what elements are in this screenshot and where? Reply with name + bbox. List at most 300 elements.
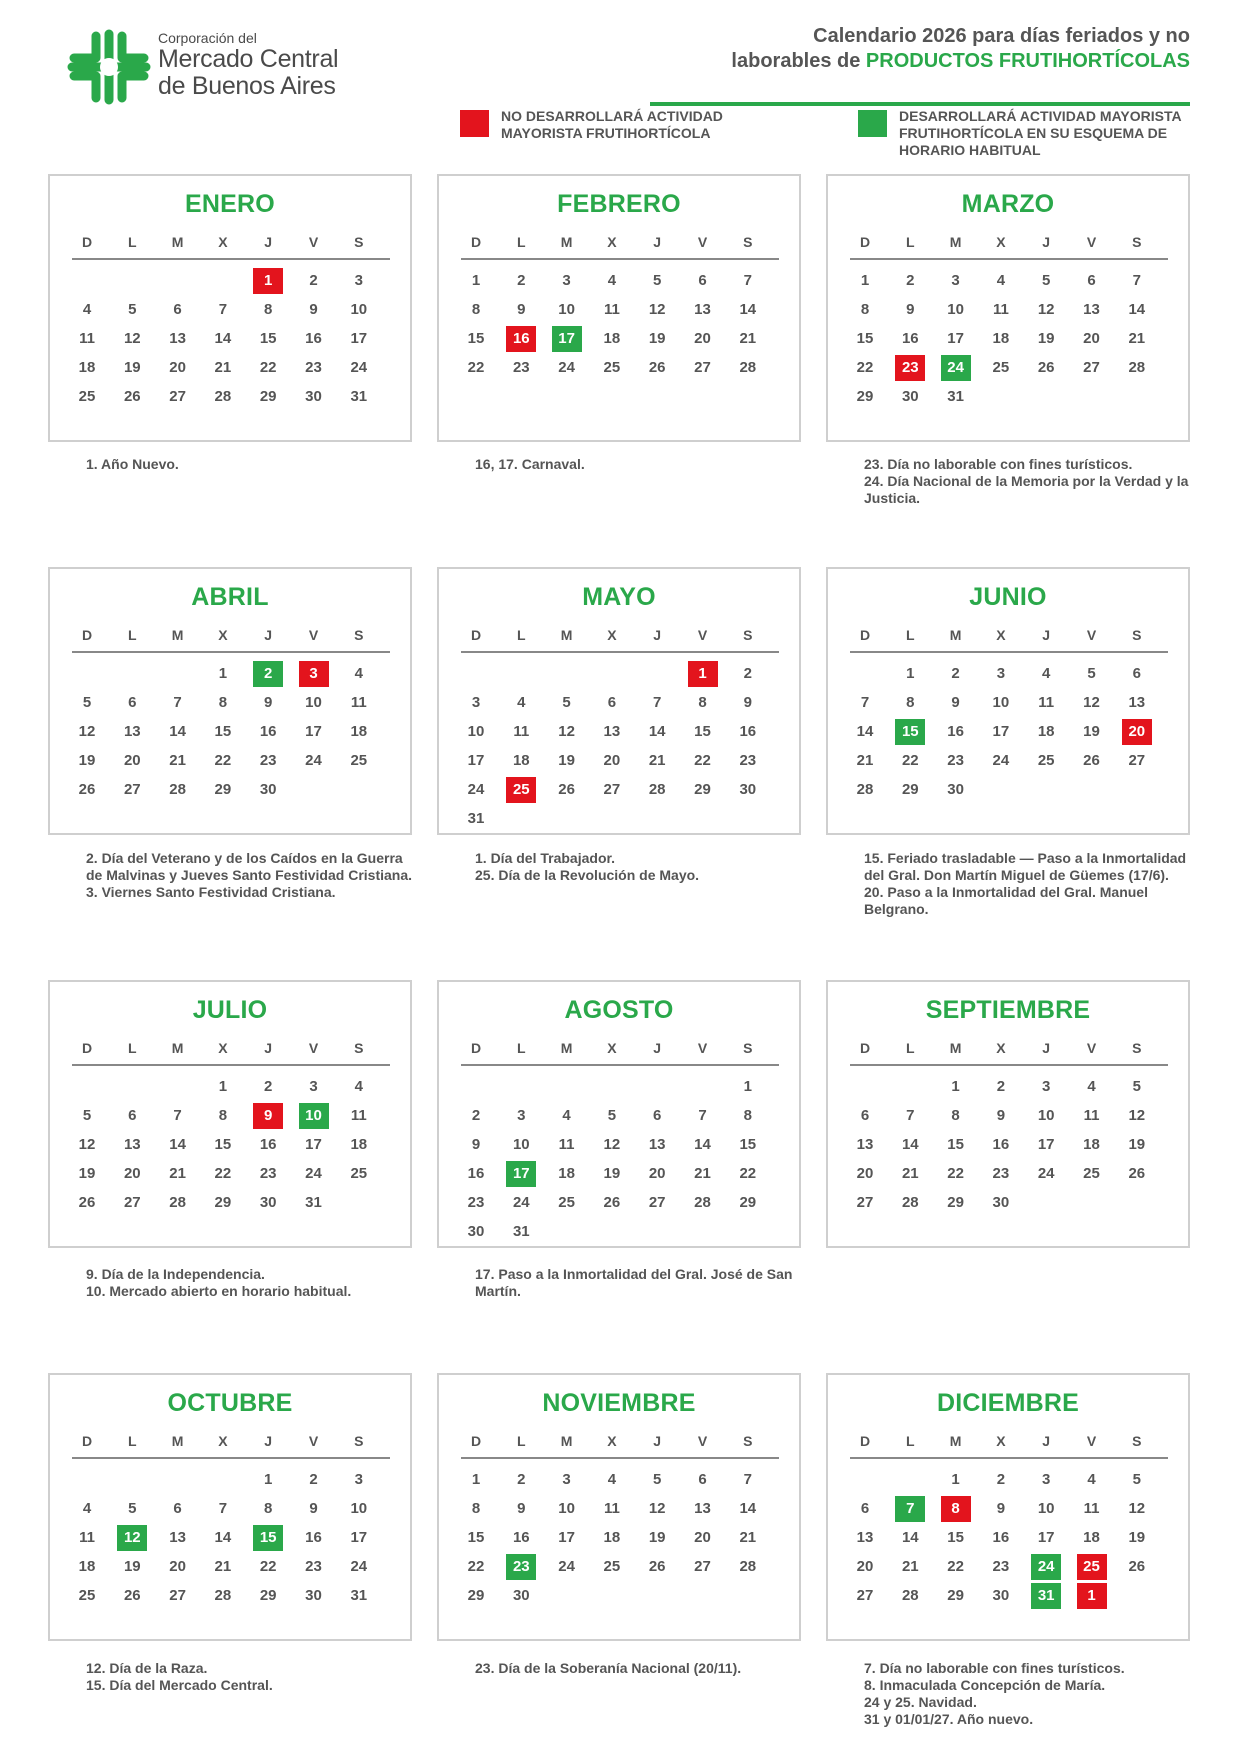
month-notes — [86, 456, 416, 473]
day-cell: 7 — [743, 272, 752, 289]
day-cell: 14 — [739, 1500, 757, 1517]
day-cell: 3 — [996, 665, 1006, 682]
day-cell: 2 — [996, 1078, 1006, 1095]
day-cell: 4 — [1042, 665, 1051, 682]
month-card-abril — [48, 567, 412, 835]
day-cell: 17 — [947, 330, 964, 347]
month-card-mayo — [437, 567, 801, 835]
day-cell: 22 — [259, 1558, 277, 1575]
day-cell: 22 — [947, 1165, 964, 1182]
day-cell: 29 — [901, 781, 919, 798]
weekday-header: X — [607, 627, 617, 643]
day-cell: 31 — [350, 1587, 368, 1604]
day-cell: 17 — [305, 723, 322, 740]
month-name: OCTUBRE — [167, 1389, 293, 1417]
weekday-header: J — [653, 1040, 662, 1056]
day-cell: 8 — [698, 694, 707, 711]
day-cell: 17 — [552, 326, 582, 352]
day-cell: 19 — [78, 752, 96, 769]
organization-name — [158, 30, 338, 100]
day-cell: 23 — [259, 1165, 277, 1182]
day-cell: 9 — [253, 1103, 283, 1129]
day-cell: 12 — [78, 1136, 96, 1153]
day-cell: 16 — [512, 1529, 530, 1546]
day-cell: 21 — [648, 752, 666, 769]
day-cell: 3 — [354, 272, 363, 289]
day-cell: 20 — [856, 1165, 874, 1182]
day-cell: 17 — [1037, 1136, 1055, 1153]
header-rule — [461, 1064, 779, 1066]
day-cell: 7 — [653, 694, 662, 711]
month-name: MARZO — [961, 190, 1055, 218]
day-cell: 8 — [264, 1500, 273, 1517]
weekday-header: X — [607, 1040, 617, 1056]
legend-green-swatch — [858, 110, 887, 137]
weekday-header: J — [264, 1433, 273, 1449]
day-cell: 16 — [259, 723, 277, 740]
weekday-header: J — [653, 234, 662, 250]
day-cell: 2 — [471, 1107, 481, 1124]
day-cell: 2 — [951, 665, 960, 682]
month-card-enero — [48, 174, 412, 442]
day-cell: 19 — [558, 752, 575, 769]
day-cell: 28 — [648, 781, 666, 798]
holiday-note: 23. Día no laborable con fines turísticos. — [864, 456, 1133, 472]
day-cell: 4 — [1087, 1471, 1096, 1488]
weekday-header: J — [264, 1040, 273, 1056]
day-cell: 26 — [648, 359, 666, 376]
day-cell: 9 — [309, 301, 318, 318]
day-cell: 21 — [694, 1165, 711, 1182]
day-cell: 5 — [653, 272, 662, 289]
day-cell: 8 — [951, 1107, 960, 1124]
day-cell: 21 — [856, 752, 874, 769]
day-cell: 27 — [694, 1558, 711, 1575]
day-cell: 4 — [562, 1107, 571, 1124]
month-card-marzo — [826, 174, 1190, 442]
day-cell: 18 — [350, 1136, 368, 1153]
day-cell: 2 — [906, 272, 915, 289]
day-cell: 1 — [471, 1471, 481, 1488]
day-cell: 27 — [856, 1194, 874, 1211]
day-cell: 4 — [996, 272, 1006, 289]
day-cell: 30 — [992, 1587, 1010, 1604]
weekday-header: S — [1132, 234, 1142, 250]
day-cell: 8 — [471, 301, 481, 318]
day-cell: 11 — [603, 1500, 620, 1517]
day-cell: 24 — [941, 355, 971, 381]
day-cell: 8 — [860, 301, 870, 318]
day-cell: 25 — [558, 1194, 575, 1211]
day-cell: 28 — [214, 388, 232, 405]
day-cell: 28 — [901, 1194, 919, 1211]
day-cell: 7 — [1132, 272, 1141, 289]
weekday-header: S — [354, 1433, 364, 1449]
day-cell: 22 — [947, 1558, 964, 1575]
day-cell: 18 — [350, 723, 368, 740]
day-cell: 14 — [739, 301, 757, 318]
weekday-header: S — [354, 1040, 364, 1056]
day-cell: 28 — [856, 781, 874, 798]
holiday-note: 12. Día de la Raza. — [86, 1660, 208, 1676]
weekday-header: V — [697, 1433, 708, 1449]
weekday-header: J — [1042, 234, 1051, 250]
day-cell: 31 — [467, 810, 485, 827]
day-cell: 29 — [856, 388, 874, 405]
weekday-header: S — [1132, 1040, 1142, 1056]
holiday-note: 1. Día del Trabajador. — [475, 850, 616, 866]
day-cell: 22 — [694, 752, 711, 769]
day-cell: 12 — [603, 1136, 621, 1153]
weekday-header: M — [171, 627, 184, 643]
day-cell: 9 — [471, 1136, 481, 1153]
day-cell: 27 — [694, 359, 711, 376]
day-cell: 15 — [214, 1136, 232, 1153]
holiday-note: 24 y 25. Navidad. — [864, 1694, 977, 1710]
weekday-header: L — [517, 1040, 526, 1056]
day-cell: 19 — [1128, 1529, 1146, 1546]
day-cell: 10 — [947, 301, 964, 318]
day-cell: 2 — [996, 1471, 1006, 1488]
legend-red — [460, 108, 760, 142]
day-cell: 5 — [82, 694, 92, 711]
day-cell: 18 — [603, 330, 621, 347]
day-cell: 29 — [694, 781, 711, 798]
day-cell: 6 — [1132, 665, 1141, 682]
day-cell: 27 — [169, 1587, 186, 1604]
header-rule — [461, 1457, 779, 1459]
day-cell: 29 — [947, 1194, 964, 1211]
day-cell: 6 — [1087, 272, 1096, 289]
day-cell: 10 — [350, 301, 368, 318]
holiday-note: 8. Inmaculada Concepción de María. — [864, 1677, 1106, 1693]
org-line-3: de Buenos Aires — [158, 72, 336, 100]
holiday-note: 25. Día de la Revolución de Mayo. — [475, 867, 700, 883]
day-cell: 7 — [218, 1500, 228, 1517]
holiday-note: 15. Feriado trasladable — Paso a la Inmortalidad del Gral. Don Martín Miguel de Güemes (17/6). — [864, 850, 1187, 883]
day-cell: 7 — [173, 694, 182, 711]
weekday-header: M — [949, 1433, 962, 1449]
weekday-header: S — [743, 627, 753, 643]
day-cell: 22 — [856, 359, 874, 376]
day-cell: 30 — [947, 781, 964, 798]
day-cell: 22 — [259, 359, 277, 376]
day-cell: 2 — [264, 1078, 273, 1095]
weekday-header: L — [906, 1040, 915, 1056]
weekday-header: X — [996, 1040, 1006, 1056]
day-cell: 19 — [123, 359, 141, 376]
day-cell: 24 — [1037, 1165, 1055, 1182]
day-cell: 8 — [264, 301, 273, 318]
day-cell: 6 — [173, 301, 182, 318]
day-cell: 18 — [1083, 1136, 1100, 1153]
day-cell: 13 — [123, 1136, 141, 1153]
day-cell: 18 — [78, 1558, 96, 1575]
day-cell: 11 — [350, 694, 367, 711]
day-cell: 2 — [517, 1471, 526, 1488]
day-cell: 16 — [901, 330, 919, 347]
weekday-header: V — [1086, 1040, 1097, 1056]
day-cell: 23 — [992, 1165, 1010, 1182]
day-cell: 13 — [123, 723, 141, 740]
day-cell: 9 — [906, 301, 915, 318]
day-cell: 25 — [1077, 1554, 1107, 1580]
day-cell: 5 — [653, 1471, 662, 1488]
day-cell: 22 — [739, 1165, 757, 1182]
day-cell: 16 — [305, 330, 322, 347]
day-cell: 25 — [506, 777, 536, 803]
month-card-febrero — [437, 174, 801, 442]
weekday-header: M — [949, 627, 962, 643]
weekday-header: X — [218, 1433, 228, 1449]
header-rule — [850, 258, 1168, 260]
day-cell: 28 — [169, 781, 186, 798]
holiday-note: 10. Mercado abierto en horario habitual. — [86, 1283, 352, 1299]
holiday-note: 15. Día del Mercado Central. — [86, 1677, 273, 1693]
day-cell: 31 — [350, 388, 368, 405]
month-notes — [864, 456, 1194, 507]
day-cell: 20 — [603, 752, 621, 769]
weekday-header: D — [81, 1040, 93, 1056]
weekday-header: V — [697, 1040, 708, 1056]
day-cell: 16 — [992, 1136, 1010, 1153]
day-cell: 30 — [512, 1587, 530, 1604]
weekday-header: J — [1042, 1433, 1051, 1449]
day-cell: 28 — [1128, 359, 1146, 376]
day-cell: 1 — [218, 665, 228, 682]
holiday-note: 2. Día del Veterano y de los Caídos en la Guerra de Malvinas y Jueves Santo Festividad Cristiana. — [86, 850, 413, 883]
day-cell: 27 — [1128, 752, 1146, 769]
day-cell: 10 — [350, 1500, 368, 1517]
weekday-header: L — [128, 234, 137, 250]
day-cell: 29 — [259, 388, 277, 405]
day-cell: 4 — [607, 272, 617, 289]
day-cell: 12 — [78, 723, 96, 740]
holiday-note: 16, 17. Carnaval. — [475, 456, 585, 472]
day-cell: 23 — [506, 1554, 536, 1580]
day-cell: 10 — [1037, 1107, 1055, 1124]
weekday-header: M — [560, 1040, 573, 1056]
day-cell: 11 — [1083, 1107, 1100, 1124]
day-cell: 9 — [996, 1107, 1006, 1124]
day-cell: 6 — [653, 1107, 662, 1124]
day-cell: 8 — [743, 1107, 752, 1124]
day-cell: 23 — [512, 359, 530, 376]
day-cell: 3 — [354, 1471, 363, 1488]
weekday-header: V — [308, 627, 319, 643]
title-line-2-prefix: laborables de — [731, 50, 866, 72]
day-cell: 19 — [1128, 1136, 1146, 1153]
day-cell: 1 — [743, 1078, 752, 1095]
day-cell: 12 — [1128, 1107, 1146, 1124]
month-card-junio — [826, 567, 1190, 835]
day-cell: 14 — [1128, 301, 1146, 318]
day-cell: 16 — [739, 723, 757, 740]
month-name: JULIO — [192, 996, 268, 1024]
day-cell: 24 — [305, 752, 322, 769]
day-cell: 25 — [1037, 752, 1055, 769]
day-cell: 24 — [305, 1165, 322, 1182]
day-cell: 30 — [305, 388, 322, 405]
holiday-note: 24. Día Nacional de la Memoria por la Verdad y la Justicia. — [864, 473, 1189, 506]
day-cell: 30 — [305, 1587, 322, 1604]
day-cell: 10 — [305, 694, 322, 711]
day-cell: 3 — [1042, 1078, 1051, 1095]
holiday-note: 17. Paso a la Inmortalidad del Gral. José de San Martín. — [475, 1266, 793, 1299]
holiday-note: 23. Día de la Soberanía Nacional (20/11). — [475, 1660, 742, 1676]
month-notes — [475, 456, 805, 473]
day-cell: 12 — [648, 1500, 666, 1517]
day-cell: 15 — [259, 330, 277, 347]
holiday-note: 31 y 01/01/27. Año nuevo. — [864, 1711, 1034, 1727]
weekday-header: D — [81, 627, 93, 643]
day-cell: 3 — [471, 694, 481, 711]
day-cell: 7 — [906, 1107, 915, 1124]
day-cell: 6 — [698, 1471, 707, 1488]
day-cell: 20 — [648, 1165, 666, 1182]
day-cell: 15 — [947, 1136, 964, 1153]
day-cell: 1 — [951, 1471, 960, 1488]
weekday-header: M — [949, 1040, 962, 1056]
day-cell: 17 — [350, 1529, 368, 1546]
day-cell: 24 — [350, 1558, 368, 1575]
day-cell: 27 — [123, 1194, 141, 1211]
day-cell: 20 — [169, 359, 186, 376]
day-cell: 26 — [123, 388, 141, 405]
day-cell: 4 — [607, 1471, 617, 1488]
day-cell: 16 — [506, 326, 536, 352]
day-cell: 5 — [607, 1107, 617, 1124]
day-cell: 4 — [354, 665, 363, 682]
title-underline — [650, 102, 1190, 106]
day-cell: 29 — [467, 1587, 485, 1604]
day-cell: 13 — [1083, 301, 1100, 318]
day-cell: 27 — [1083, 359, 1100, 376]
day-cell: 29 — [739, 1194, 757, 1211]
day-cell: 25 — [350, 1165, 368, 1182]
day-cell: 19 — [1083, 723, 1100, 740]
day-cell: 10 — [467, 723, 485, 740]
day-cell: 6 — [698, 272, 707, 289]
legend-red-text: NO DESARROLLARÁ ACTIVIDAD MAYORISTA FRUTIHORTÍCOLA — [501, 108, 723, 141]
day-cell: 11 — [1038, 694, 1055, 711]
day-cell: 16 — [467, 1165, 485, 1182]
weekday-header: V — [1086, 234, 1097, 250]
day-cell: 13 — [856, 1529, 874, 1546]
day-cell: 17 — [992, 723, 1010, 740]
day-cell: 21 — [901, 1165, 919, 1182]
day-cell: 13 — [1128, 694, 1146, 711]
legend-green-text: DESARROLLARÁ ACTIVIDAD MAYORISTA FRUTIHORTÍCOLA EN SU ESQUEMA DE HORARIO HABITUAL — [899, 108, 1182, 158]
day-cell: 28 — [694, 1194, 711, 1211]
day-cell: 25 — [350, 752, 368, 769]
day-cell: 20 — [1083, 330, 1100, 347]
weekday-header: S — [743, 234, 753, 250]
next-year-day-cell: 1 — [1077, 1583, 1107, 1609]
day-cell: 13 — [648, 1136, 666, 1153]
weekday-header: L — [906, 234, 915, 250]
weekday-header: M — [171, 1040, 184, 1056]
day-cell: 3 — [299, 661, 329, 687]
day-cell: 24 — [467, 781, 485, 798]
day-cell: 8 — [218, 694, 228, 711]
day-cell: 14 — [214, 330, 232, 347]
holiday-note: 7. Día no laborable con fines turísticos. — [864, 1660, 1125, 1676]
day-cell: 7 — [860, 694, 870, 711]
weekday-header: S — [354, 627, 364, 643]
weekday-header: V — [308, 1433, 319, 1449]
day-cell: 18 — [512, 752, 530, 769]
weekday-header: J — [1042, 627, 1051, 643]
day-cell: 20 — [169, 1558, 186, 1575]
day-cell: 16 — [259, 1136, 277, 1153]
day-cell: 30 — [467, 1223, 485, 1240]
day-cell: 18 — [992, 330, 1010, 347]
day-cell: 3 — [1042, 1471, 1051, 1488]
day-cell: 1 — [264, 1471, 273, 1488]
day-cell: 25 — [78, 388, 96, 405]
month-notes — [86, 1660, 416, 1694]
day-cell: 12 — [123, 330, 141, 347]
day-cell: 25 — [78, 1587, 96, 1604]
month-card-octubre — [48, 1373, 412, 1641]
holiday-note: 3. Viernes Santo Festividad Cristiana. — [86, 884, 336, 900]
day-cell: 3 — [517, 1107, 526, 1124]
day-cell: 20 — [856, 1558, 874, 1575]
day-cell: 12 — [648, 301, 666, 318]
calendar-title — [630, 24, 1190, 74]
day-cell: 23 — [259, 752, 277, 769]
day-cell: 26 — [1128, 1558, 1146, 1575]
day-cell: 24 — [1031, 1554, 1061, 1580]
day-cell: 26 — [1128, 1165, 1146, 1182]
day-cell: 31 — [947, 388, 964, 405]
day-cell: 30 — [259, 781, 277, 798]
day-cell: 17 — [558, 1529, 575, 1546]
day-cell: 26 — [123, 1587, 141, 1604]
day-cell: 12 — [1128, 1500, 1146, 1517]
day-cell: 2 — [309, 1471, 318, 1488]
day-cell: 13 — [169, 330, 186, 347]
holiday-note: 1. Año Nuevo. — [86, 456, 179, 472]
day-cell: 14 — [214, 1529, 232, 1546]
day-cell: 8 — [941, 1496, 971, 1522]
day-cell: 13 — [694, 1500, 711, 1517]
day-cell: 23 — [467, 1194, 485, 1211]
day-cell: 26 — [648, 1558, 666, 1575]
day-cell: 17 — [506, 1161, 536, 1187]
day-cell: 11 — [79, 1529, 95, 1546]
day-cell: 24 — [558, 1558, 575, 1575]
day-cell: 20 — [694, 330, 711, 347]
day-cell: 6 — [607, 694, 617, 711]
header-rule — [850, 1064, 1168, 1066]
weekday-header: L — [906, 1433, 915, 1449]
month-name: AGOSTO — [564, 996, 674, 1024]
day-cell: 1 — [860, 272, 870, 289]
day-cell: 15 — [214, 723, 232, 740]
day-cell: 14 — [169, 723, 186, 740]
day-cell: 12 — [1037, 301, 1055, 318]
day-cell: 22 — [214, 1165, 232, 1182]
header-rule — [72, 1457, 390, 1459]
weekday-header: M — [171, 1433, 184, 1449]
day-cell: 5 — [1132, 1078, 1141, 1095]
day-cell: 1 — [906, 665, 915, 682]
day-cell: 19 — [648, 330, 666, 347]
day-cell: 27 — [603, 781, 621, 798]
day-cell: 9 — [517, 301, 526, 318]
